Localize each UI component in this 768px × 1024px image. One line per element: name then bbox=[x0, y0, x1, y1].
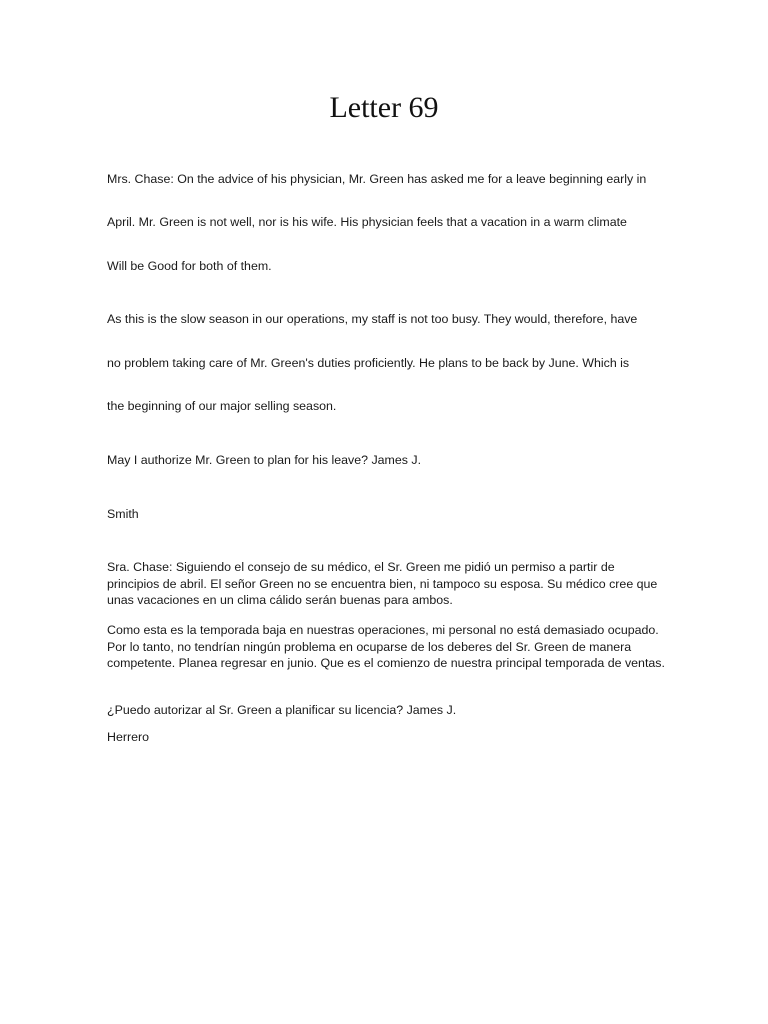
spanish-paragraph-4: Herrero bbox=[107, 730, 149, 744]
english-paragraph-1-line-3: Will be Good for both of them. bbox=[107, 259, 272, 273]
english-paragraph-3: May I authorize Mr. Green to plan for his leave? James J. bbox=[107, 453, 422, 467]
english-paragraph-2-line-1: As this is the slow season in our operations, my staff is not too busy. They would, therefore, have bbox=[107, 312, 638, 326]
english-paragraph-1-line-1: Mrs. Chase: On the advice of his physician, Mr. Green has asked me for a leave beginning early in bbox=[107, 172, 647, 186]
english-paragraph-1-line-2: April. Mr. Green is not well, nor is his wife. His physician feels that a vacation in a warm climate bbox=[107, 215, 627, 229]
english-paragraph-2-line-2: no problem taking care of Mr. Green's duties proficiently. He plans to be back by June. Which is bbox=[107, 356, 630, 370]
english-paragraph-2-line-3: the beginning of our major selling season. bbox=[107, 399, 337, 413]
page-title: Letter 69 bbox=[329, 91, 439, 124]
spanish-paragraph-2: Como esta es la temporada baja en nuestras operaciones, mi personal no está demasiado ocupado. Por lo tanto, no tendrían ningún problema en ocuparse de los deberes del Sr. Green de manera competente. Planea regresar en junio. Que es el comienzo de nuestra principal temporada de ventas. bbox=[107, 623, 665, 670]
spanish-paragraph-3: ¿Puedo autorizar al Sr. Green a planificar su licencia? James J. bbox=[107, 703, 457, 717]
english-paragraph-4: Smith bbox=[107, 507, 139, 521]
spanish-paragraph-1: Sra. Chase: Siguiendo el consejo de su médico, el Sr. Green me pidió un permiso a partir de principios de abril. El señor Green no se encuentra bien, ni tampoco su esposa. Su médico cree que unas vacaciones en un clima cálido serán buenas para ambos. bbox=[107, 560, 658, 607]
